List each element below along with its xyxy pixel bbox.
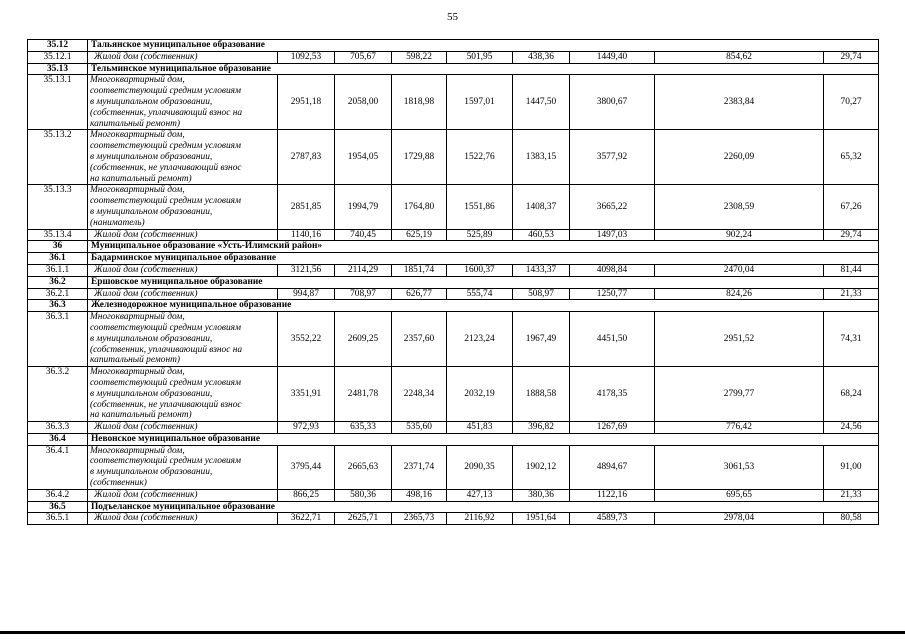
value-cell: 74,31 [824,312,879,367]
value-cell: 91,00 [824,445,879,489]
housing-type-line: соответствующий средним условиям [90,196,242,207]
section-row [28,253,879,265]
housing-type-line: Жилой дом (собственник) [94,288,198,299]
value-cell: 81,44 [824,264,879,276]
value-cell: 1433,37 [513,264,570,276]
table-row [28,489,879,501]
section-title: Невонское муниципальное образование [88,433,879,445]
value-cell: 4894,67 [570,445,655,489]
value-cell: 625,19 [392,229,447,241]
row-code: 36.4.2 [28,489,88,501]
value-cell: 29,74 [824,229,879,241]
housing-type-line: Многоквартирный дом, [90,445,185,456]
value-cell: 2123,24 [447,312,513,367]
section-row [28,433,879,445]
housing-type-line: в муниципальном образовании, [90,333,213,344]
value-cell: 525,89 [447,229,513,241]
value-cell: 80,58 [824,513,879,525]
value-cell: 1122,16 [570,489,655,501]
housing-type-line: (собственник, уплачивающий взнос на [90,107,243,118]
value-cell: 2851,85 [278,185,335,229]
value-cell: 1447,50 [513,75,570,130]
housing-type-line: Жилой дом (собственник) [94,513,198,524]
value-cell: 3665,22 [570,185,655,229]
value-cell: 3351,91 [278,367,335,422]
housing-type [88,513,278,525]
value-cell: 708,97 [335,288,392,300]
table-row [28,130,879,185]
value-cell: 776,42 [655,422,824,434]
value-cell: 1851,74 [392,264,447,276]
value-cell: 1994,79 [335,185,392,229]
housing-type-line: в муниципальном образовании, [90,96,213,107]
housing-type-line: на капитальный ремонт) [90,173,192,184]
value-cell: 4451,50 [570,312,655,367]
value-cell: 695,65 [655,489,824,501]
value-cell: 3061,53 [655,445,824,489]
value-cell: 67,26 [824,185,879,229]
value-cell: 3622,71 [278,513,335,525]
section-title: Тельминское муниципальное образование [88,63,879,75]
value-cell: 29,74 [824,51,879,63]
value-cell: 3795,44 [278,445,335,489]
value-cell: 438,36 [513,51,570,63]
row-code: 36.3.3 [28,422,88,434]
value-cell: 3800,67 [570,75,655,130]
value-cell: 1250,77 [570,288,655,300]
value-cell: 1600,37 [447,264,513,276]
value-cell: 3552,22 [278,312,335,367]
housing-type-line: Многоквартирный дом, [90,367,185,378]
value-cell: 4098,84 [570,264,655,276]
section-title: Бадарминское муниципальное образование [88,253,879,265]
value-cell: 2357,60 [392,312,447,367]
value-cell: 1522,76 [447,130,513,185]
housing-type-line: соответствующий средним условиям [90,456,242,467]
value-cell: 2116,92 [447,513,513,525]
housing-type-line: на капитальный ремонт) [90,410,192,421]
value-cell: 1140,16 [278,229,335,241]
table-row [28,185,879,229]
section-title: Железнодорожное муниципальное образование [88,300,879,312]
value-cell: 2383,84 [655,75,824,130]
value-cell: 535,60 [392,422,447,434]
value-cell: 854,62 [655,51,824,63]
row-code: 36.1 [28,253,88,265]
housing-type-line: в муниципальном образовании, [90,151,213,162]
value-cell: 2248,34 [392,367,447,422]
value-cell: 2260,09 [655,130,824,185]
housing-type [88,75,278,130]
table-row [28,229,879,241]
housing-type [88,130,278,185]
value-cell: 451,83 [447,422,513,434]
housing-type-line: Многоквартирный дом, [90,75,185,86]
row-code: 36.4 [28,433,88,445]
value-cell: 65,32 [824,130,879,185]
row-code: 36 [28,241,88,253]
value-cell: 427,13 [447,489,513,501]
value-cell: 2032,19 [447,367,513,422]
housing-type [88,264,278,276]
value-cell: 555,74 [447,288,513,300]
section-row [28,40,879,52]
value-cell: 2114,29 [335,264,392,276]
housing-type [88,489,278,501]
value-cell: 1818,98 [392,75,447,130]
housing-type-line: Жилой дом (собственник) [94,229,198,240]
value-cell: 2978,04 [655,513,824,525]
section-row [28,63,879,75]
table-row [28,367,879,422]
housing-type-line: Жилой дом (собственник) [94,422,198,433]
row-code: 35.12 [28,40,88,52]
value-cell: 2951,52 [655,312,824,367]
value-cell: 3121,56 [278,264,335,276]
housing-type [88,229,278,241]
housing-type-line: Многоквартирный дом, [90,130,185,141]
housing-type [88,185,278,229]
housing-type [88,422,278,434]
housing-type-line: Жилой дом (собственник) [94,264,198,275]
value-cell: 2371,74 [392,445,447,489]
value-cell: 24,56 [824,422,879,434]
row-code: 36.3.2 [28,367,88,422]
value-cell: 68,24 [824,367,879,422]
value-cell: 598,22 [392,51,447,63]
housing-type-line: соответствующий средним условиям [90,322,242,333]
table-row [28,75,879,130]
housing-type-line: капитальный ремонт) [90,118,181,129]
housing-type-line: (собственник, не уплачивающий взнос [90,399,242,410]
row-code: 36.1.1 [28,264,88,276]
housing-type-line: в муниципальном образовании, [90,467,213,478]
value-cell: 1597,01 [447,75,513,130]
value-cell: 21,33 [824,489,879,501]
row-code: 35.13.3 [28,185,88,229]
value-cell: 1551,86 [447,185,513,229]
row-code: 35.13.1 [28,75,88,130]
housing-type-line: соответствующий средним условиям [90,141,242,152]
value-cell: 3577,92 [570,130,655,185]
value-cell: 705,67 [335,51,392,63]
value-cell: 972,93 [278,422,335,434]
value-cell: 4589,73 [570,513,655,525]
housing-type-line: Жилой дом (собственник) [94,51,198,62]
row-code: 36.3.1 [28,312,88,367]
value-cell: 2625,71 [335,513,392,525]
section-row [28,241,879,253]
housing-type-line: (собственник, не уплачивающий взнос [90,162,242,173]
row-code: 35.13.4 [28,229,88,241]
housing-type [88,367,278,422]
value-cell: 635,33 [335,422,392,434]
value-cell: 1951,64 [513,513,570,525]
section-title: Подъеланское муниципальное образование [88,501,879,513]
housing-type-line: Многоквартирный дом, [90,185,185,196]
housing-type [88,288,278,300]
value-cell: 1497,03 [570,229,655,241]
row-code: 36.2.1 [28,288,88,300]
value-cell: 501,95 [447,51,513,63]
value-cell: 2787,83 [278,130,335,185]
value-cell: 1954,05 [335,130,392,185]
section-title: Тальянское муниципальное образование [88,40,879,52]
value-cell: 2951,18 [278,75,335,130]
table-row [28,288,879,300]
value-cell: 2481,78 [335,367,392,422]
housing-type-line: в муниципальном образовании, [90,206,213,217]
housing-type-line: капитальный ремонт) [90,355,181,366]
table-row [28,51,879,63]
value-cell: 21,33 [824,288,879,300]
value-cell: 2609,25 [335,312,392,367]
housing-type-line: соответствующий средним условиям [90,86,242,97]
value-cell: 2090,35 [447,445,513,489]
value-cell: 1764,80 [392,185,447,229]
value-cell: 1267,69 [570,422,655,434]
row-code: 36.2 [28,276,88,288]
value-cell: 396,82 [513,422,570,434]
section-title: Ершовское муниципальное образование [88,276,879,288]
value-cell: 902,24 [655,229,824,241]
housing-type-line: Жилой дом (собственник) [94,489,198,500]
value-cell: 2058,00 [335,75,392,130]
row-code: 35.12.1 [28,51,88,63]
value-cell: 508,97 [513,288,570,300]
value-cell: 70,27 [824,75,879,130]
housing-type-line: (наниматель) [90,217,145,228]
section-row [28,276,879,288]
bottom-scan-edge [0,631,905,634]
value-cell: 866,25 [278,489,335,501]
housing-type-line: (собственник, уплачивающий взнос на [90,344,243,355]
value-cell: 498,16 [392,489,447,501]
housing-type [88,312,278,367]
value-cell: 740,45 [335,229,392,241]
value-cell: 2799,77 [655,367,824,422]
housing-type-line: Многоквартирный дом, [90,312,185,323]
table-row [28,312,879,367]
housing-type-line: соответствующий средним условиям [90,377,242,388]
row-code: 35.13.2 [28,130,88,185]
table-row [28,422,879,434]
housing-type-line: в муниципальном образовании, [90,388,213,399]
section-title: Муниципальное образование «Усть-Илимский район» [88,241,879,253]
housing-type [88,51,278,63]
table-row [28,264,879,276]
value-cell: 1449,40 [570,51,655,63]
tariff-table-sheet [27,39,878,525]
value-cell: 2665,63 [335,445,392,489]
value-cell: 380,36 [513,489,570,501]
page-number: 55 [447,11,458,23]
value-cell: 2365,73 [392,513,447,525]
value-cell: 4178,35 [570,367,655,422]
row-code: 36.5.1 [28,513,88,525]
value-cell: 1092,53 [278,51,335,63]
value-cell: 2308,59 [655,185,824,229]
housing-type-line: (собственник) [90,478,147,489]
value-cell: 824,26 [655,288,824,300]
value-cell: 1408,37 [513,185,570,229]
value-cell: 580,36 [335,489,392,501]
value-cell: 994,87 [278,288,335,300]
row-code: 36.4.1 [28,445,88,489]
value-cell: 1888,58 [513,367,570,422]
value-cell: 2470,04 [655,264,824,276]
section-row [28,300,879,312]
value-cell: 460,53 [513,229,570,241]
section-row [28,501,879,513]
housing-type [88,445,278,489]
row-code: 36.3 [28,300,88,312]
table-body [28,40,879,525]
value-cell: 1902,12 [513,445,570,489]
row-code: 35.13 [28,63,88,75]
table-row [28,513,879,525]
value-cell: 1383,15 [513,130,570,185]
row-code: 36.5 [28,501,88,513]
value-cell: 1729,88 [392,130,447,185]
value-cell: 626,77 [392,288,447,300]
value-cell: 1967,49 [513,312,570,367]
tariff-table [27,39,879,525]
table-row [28,445,879,489]
